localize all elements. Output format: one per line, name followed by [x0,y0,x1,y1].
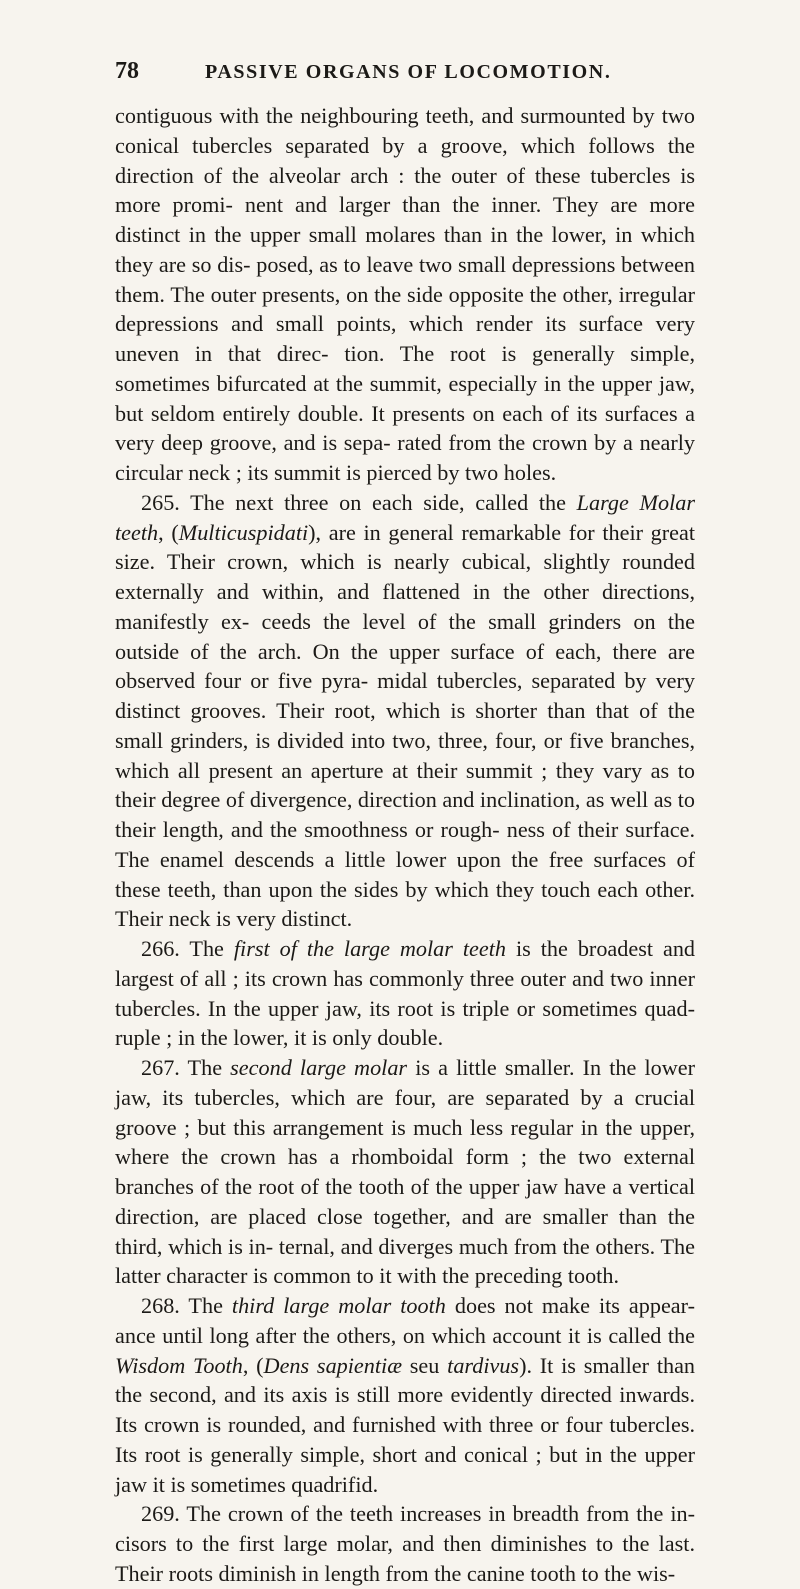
italic-term: third large molar tooth [231,1293,446,1318]
section-number: 269. [141,1501,180,1527]
text-run: contiguous with the neighbouring teeth, and surmounted by two conical tubercles separated by a groove, which follows the direction of the alveolar arch : the outer of these tubercles is more promi- nent and larger than the inner. They are more distinct in the upper small molares than in the lower, in which they are so dis- posed, as to leave two small depressions between them. The outer presents, on the side opposite the other, irregular depressions and small points, which render its surface very uneven in that direc- tion. The root is generally simple, sometimes bifurcated at the summit, especially in the upper jaw, but seldom entirely double. It presents on each of its surfaces a very deep groove, and is sepa- rated from the crown by a nearly circular neck ; its summit is pierced by two holes. [115,103,695,485]
italic-term: Dens sapientiæ [263,1352,402,1378]
section-number: 267. [141,1055,180,1080]
text-run: ), are in general remarkable for their great size. Their crown, which is nearly cubical, slightly rounded externally and within, and flattened in the other directions, manifestly ex- ceeds the level of the small grinders on the outside of the arch. On the upper surface of each, there are observed four or five pyra- midal tubercles, separated by very distinct grooves. Their root, which is shorter than that of the small grinders, is divided into two, three, four, or five branches, which all present an aperture at their summit ; they vary as to their degree of divergence, direction and inclination, as well as to their length, and the smoothness or rough- ness of their surface. The enamel descends a little lower upon the free surfaces of these teeth, than upon the sides by which they touch each other. Their neck is very distinct. [115,519,696,932]
section-number: 265. [141,489,180,515]
text-run: seu [402,1352,448,1378]
page-number: 78 [115,58,139,84]
italic-term: Wisdom Tooth [115,1352,243,1378]
text-run: is a little smaller. In the lower jaw, its tubercles, which are four, are separated by a crucial groove ; but this arrangement is much less regular in the upper, where the crown has a rhomboidal form ; the two external branches of the root of the tooth of the upper jaw have a vertical direction, are placed close together, and are smaller than the third, which is in- ternal, and diverges much from the others. The latter character is common to it with the preceding tooth. [115,1055,695,1289]
paragraph-cont [115,101,695,488]
text-run: , ( [242,1352,264,1378]
text-run: The crown of the teeth increases in breadth from the in- cisors to the first large molar, and then diminishes to the last. Their roots diminish in length from the canine tooth to the wis- [115,1501,695,1586]
text-run: The [179,936,234,961]
italic-term: Large Molar teeth [115,489,695,545]
running-head: PASSIVE ORGANS OF LOCOMOTION. [205,61,612,83]
paragraph-p265 [115,488,695,934]
text-run: The [179,1293,232,1318]
italic-term: Multicuspidati [178,519,309,545]
paragraph-p267 [115,1053,695,1291]
text-run: ). It is smaller than the second, and its axis is still more evidently directed inwards. Its crown is rounded, and furnished with three or four tubercles. Its root is generally simple, short and conical ; but in the upper jaw it is sometimes quadrifid. [115,1352,696,1497]
text-run: The next three on each side, called the [179,489,577,515]
text-run: does not make its appear- ance until long after the others, on which account it is called the [115,1293,695,1348]
body-text [115,101,695,1589]
paragraph-p268 [115,1291,695,1499]
text-run: is the broadest and largest of all ; its crown has commonly three outer and two inner tubercles. In the upper jaw, its root is triple or sometimes quad- ruple ; in the lower, it is only double. [115,936,696,1051]
paragraph-p266 [115,934,695,1053]
italic-term: first of the large molar teeth [233,936,507,961]
italic-term: second large molar [230,1055,408,1080]
text-run: , ( [158,519,179,545]
page-header [115,58,685,88]
paragraph-p269 [115,1499,695,1588]
italic-term: tardivus [447,1352,520,1378]
section-number: 266. [141,936,180,961]
text-run: The [179,1055,231,1080]
section-number: 268. [141,1293,180,1318]
